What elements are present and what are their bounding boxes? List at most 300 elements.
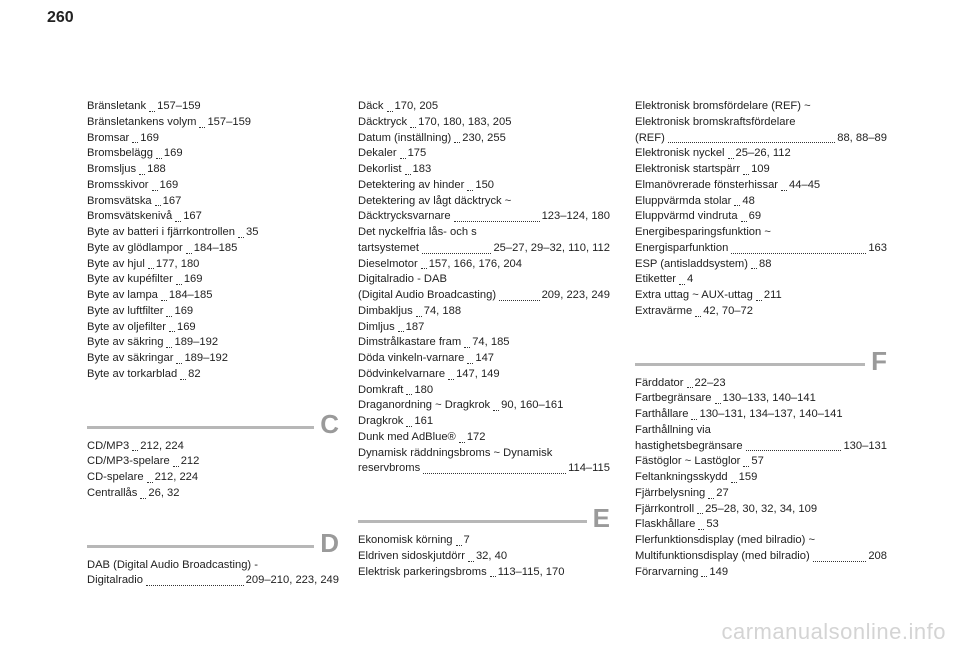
dot-leader — [175, 220, 181, 222]
index-term: Datum (inställning) — [358, 131, 452, 144]
index-entry — [87, 351, 339, 367]
index-entry — [87, 209, 339, 225]
index-entry-lead-text: Energibesparingsfunktion ~ — [635, 226, 771, 238]
page-reference[interactable]: 25–27, 29–32, 110, 112 — [493, 241, 610, 254]
index-term: hastighetsbegränsare — [635, 439, 743, 452]
index-entry — [87, 131, 339, 147]
dot-leader — [456, 544, 462, 546]
page-reference[interactable]: 212, 224 — [154, 471, 199, 483]
page-reference[interactable]: 209, 223, 249 — [541, 289, 610, 301]
index-entry-line — [635, 288, 782, 304]
index-entry-lead-text: Flerfunktionsdisplay (med bilradio) ~ — [635, 534, 816, 546]
index-entry-line — [635, 178, 820, 194]
index-term: Farthållare — [635, 408, 689, 420]
page-reference[interactable]: 169 — [174, 304, 194, 317]
index-entry-line — [87, 454, 199, 470]
dot-leader — [781, 189, 787, 191]
page-reference[interactable]: 25–26, 112 — [735, 147, 791, 160]
index-entry-line — [87, 115, 251, 131]
index-term: Eldriven sidoskjutdörr — [358, 549, 465, 562]
index-entry — [635, 391, 887, 407]
index-term: Eluppvärmd vindruta — [635, 210, 738, 223]
page-reference[interactable]: 187 — [405, 320, 425, 333]
index-entry-line — [358, 351, 494, 367]
section-divider — [358, 477, 610, 533]
dot-leader — [743, 465, 749, 467]
page-reference[interactable]: 53 — [706, 518, 719, 531]
index-entry-line — [358, 241, 610, 257]
page-reference[interactable]: 167 — [162, 194, 182, 207]
index-term: CD-spelare — [87, 471, 144, 483]
index-term: Däcktrycksvarnare — [358, 210, 451, 223]
index-entry-line — [87, 439, 184, 455]
page-reference[interactable]: 189–192 — [184, 352, 228, 364]
index-term: Etiketter — [635, 273, 677, 286]
index-term: Dunk med AdBlue® — [358, 430, 456, 443]
dot-leader — [161, 299, 167, 301]
page-reference[interactable]: 69 — [748, 210, 762, 223]
dot-leader — [147, 481, 153, 483]
index-entry — [635, 288, 887, 304]
index-entry-line — [635, 470, 757, 486]
page-reference[interactable]: 90, 160–161 — [501, 399, 564, 412]
watermark: carmanualsonline.info — [721, 619, 946, 644]
section-rule — [635, 363, 887, 366]
index-entry-line — [635, 517, 719, 533]
index-entry — [635, 376, 887, 392]
dot-leader — [180, 378, 186, 380]
index-entry-line — [358, 146, 426, 162]
index-entry-line — [87, 209, 202, 225]
page-reference[interactable]: 123–124, 180 — [541, 210, 610, 223]
dot-leader — [405, 173, 411, 175]
index-entry-list — [358, 533, 610, 580]
page-reference[interactable]: 172 — [466, 430, 486, 443]
index-term: Döda vinkeln-varnare — [358, 352, 465, 364]
page-reference[interactable]: 22–23 — [694, 376, 726, 389]
index-term: Domkraft — [358, 383, 404, 396]
dot-leader — [173, 465, 179, 467]
page-reference[interactable]: 32, 40 — [475, 549, 508, 562]
page-reference[interactable]: 230, 255 — [462, 131, 506, 144]
index-term: Bromsvätska — [87, 194, 152, 207]
index-entry — [635, 517, 887, 533]
index-entry — [358, 225, 610, 257]
dot-leader — [467, 362, 473, 364]
index-entry-line — [87, 194, 181, 210]
dot-leader — [708, 497, 714, 499]
index-column-2 — [358, 99, 610, 580]
index-term: Färddator — [635, 376, 684, 389]
page-reference[interactable]: 159 — [738, 471, 758, 483]
index-term: Byte av lampa — [87, 289, 158, 301]
index-entry-line — [87, 241, 237, 257]
index-term: CD/MP3 — [87, 439, 130, 452]
section-divider — [635, 320, 887, 376]
page-reference[interactable]: 44–45 — [789, 178, 821, 191]
index-entry — [635, 502, 887, 518]
index-entry-line — [87, 257, 199, 273]
page-number: 260 — [47, 9, 74, 26]
page-reference[interactable]: 211 — [763, 289, 782, 301]
dot-leader — [715, 402, 721, 404]
dot-leader — [387, 110, 393, 112]
section-rule — [358, 520, 610, 523]
page-reference[interactable]: 42, 70–72 — [703, 304, 753, 317]
index-entry-line — [87, 272, 203, 288]
page-reference[interactable]: 157, 166, 176, 204 — [428, 257, 523, 270]
index-entry — [87, 162, 339, 178]
index-term: Detektering av hinder — [358, 178, 465, 191]
dot-leader — [701, 575, 707, 577]
index-entry-lead-text: Detektering av lågt däcktryck ~ — [358, 194, 512, 207]
index-entry — [635, 533, 887, 565]
index-term: Byte av säkring — [87, 336, 164, 349]
page-reference[interactable]: 82 — [188, 367, 201, 380]
index-term: Byte av torkarblad — [87, 367, 178, 380]
index-entry — [87, 178, 339, 194]
dot-leader — [423, 472, 566, 474]
index-entry — [358, 194, 610, 226]
index-term: Fartbegränsare — [635, 392, 712, 405]
page-reference[interactable]: 88 — [758, 257, 772, 270]
index-entry-line — [87, 470, 198, 486]
index-term: (Digital Audio Broadcasting) — [358, 289, 497, 301]
dot-leader — [756, 299, 762, 301]
page-reference[interactable]: 114–115 — [568, 462, 610, 475]
index-term: Dieselmotor — [358, 257, 418, 270]
index-entry-line — [87, 573, 339, 589]
index-term: (REF) — [635, 131, 665, 144]
index-entry — [358, 430, 610, 446]
page-reference[interactable]: 212 — [180, 455, 200, 468]
index-term: Byte av luftfilter — [87, 304, 164, 317]
dot-leader — [448, 378, 454, 380]
dot-leader — [467, 189, 473, 191]
index-entry — [358, 257, 610, 273]
page-reference[interactable]: 175 — [407, 147, 427, 160]
index-entry-line — [358, 383, 433, 399]
page-reference[interactable]: 48 — [742, 194, 755, 207]
dot-leader — [734, 204, 740, 206]
index-entry — [635, 99, 887, 146]
index-term: Fjärrbelysning — [635, 486, 706, 499]
index-term: Byte av kupéfilter — [87, 273, 173, 286]
index-entry — [358, 99, 610, 115]
dot-leader — [156, 157, 162, 159]
index-term: tartsystemet — [358, 241, 419, 254]
page-reference[interactable]: 130–131, 134–137, 140–141 — [699, 408, 843, 420]
page-reference[interactable]: 161 — [414, 415, 434, 427]
index-term: Elektrisk parkeringsbroms — [358, 565, 487, 578]
page-reference[interactable]: 26, 32 — [148, 486, 180, 499]
index-entry-line — [87, 99, 201, 115]
index-entry-line — [635, 376, 726, 392]
dot-leader — [668, 141, 835, 143]
index-entry — [87, 225, 339, 241]
dot-leader — [468, 560, 474, 562]
index-entry — [87, 115, 339, 131]
page-reference[interactable]: 74, 185 — [472, 336, 510, 349]
index-term: Dimstrålkastare fram — [358, 336, 462, 349]
index-entry-line — [358, 533, 470, 549]
page-reference[interactable]: 212, 224 — [140, 439, 184, 452]
index-entry — [87, 335, 339, 351]
index-entry — [87, 558, 339, 590]
index-term: Ekonomisk körning — [358, 534, 453, 546]
dot-leader — [454, 141, 460, 143]
index-entry-line — [87, 367, 201, 383]
index-entry — [358, 131, 610, 147]
dot-leader — [140, 497, 146, 499]
index-entry — [358, 398, 610, 414]
index-entry-lead-text: Farthållning via — [635, 423, 711, 436]
index-entry-line — [358, 209, 610, 225]
index-entry-line — [635, 549, 887, 565]
index-term: Elektronisk startspärr — [635, 163, 741, 175]
page-reference[interactable]: 147 — [475, 352, 495, 364]
page-reference[interactable]: 169 — [163, 147, 183, 160]
index-entry — [87, 486, 339, 502]
dot-leader — [697, 512, 703, 514]
index-entry-line — [87, 178, 178, 194]
index-term: ESP (antisladdsystem) — [635, 257, 748, 270]
index-entry-line — [635, 131, 887, 147]
index-entry — [635, 407, 887, 423]
dot-leader — [406, 393, 412, 395]
page-reference[interactable]: 180 — [414, 383, 434, 396]
section-letter: C — [314, 411, 339, 437]
page-reference[interactable]: 183 — [412, 163, 432, 175]
index-entry — [358, 115, 610, 131]
index-term: Dekaler — [358, 147, 397, 160]
index-term: Byte av glödlampor — [87, 241, 183, 254]
index-entry-line — [87, 320, 196, 336]
index-term: Centrallås — [87, 486, 138, 499]
index-entry-line — [87, 146, 183, 162]
index-entry-list — [358, 99, 610, 477]
index-entry — [87, 146, 339, 162]
index-term: Däcktryck — [358, 115, 408, 128]
index-term: Extra uttag ~ AUX-uttag — [635, 289, 753, 301]
dot-leader — [687, 386, 693, 388]
index-term: Eluppvärmda stolar — [635, 194, 732, 207]
index-term: Flaskhållare — [635, 518, 696, 531]
index-term: Fästöglor ~ Lastöglor — [635, 455, 741, 468]
dot-leader — [155, 204, 161, 206]
dot-leader — [148, 267, 154, 269]
index-entry-line — [358, 335, 510, 351]
page-reference[interactable]: 74, 188 — [423, 304, 462, 317]
index-entry-line — [87, 225, 258, 241]
index-entry — [358, 178, 610, 194]
dot-leader — [406, 425, 412, 427]
index-term: Dimbakljus — [358, 304, 413, 317]
page-reference[interactable]: 113–115, 170 — [497, 565, 565, 578]
index-entry — [358, 549, 610, 565]
index-entry-line — [635, 257, 771, 273]
index-entry-line — [635, 162, 770, 178]
page-reference[interactable]: 57 — [751, 455, 764, 468]
page-reference[interactable]: 163 — [868, 241, 887, 254]
index-entry-line — [635, 146, 791, 162]
dot-leader — [416, 315, 422, 317]
dot-leader — [132, 141, 138, 143]
index-term: Elmanövrerade fönsterhissar — [635, 178, 779, 191]
index-entry-line — [87, 131, 159, 147]
index-entry-line — [358, 288, 610, 304]
index-entry-lead-text: Dynamisk räddningsbroms ~ Dynamisk — [358, 446, 553, 459]
index-entry — [358, 565, 610, 581]
page-reference[interactable]: 130–131 — [843, 439, 887, 452]
page-reference[interactable]: 35 — [246, 226, 259, 238]
dot-leader — [139, 173, 145, 175]
page-reference[interactable]: 169 — [140, 131, 159, 144]
index-entry-line — [358, 414, 433, 430]
index-entry-line — [635, 502, 817, 518]
index-term: Bromsljus — [87, 163, 137, 175]
index-entry — [358, 320, 610, 336]
dot-leader — [499, 299, 540, 301]
index-term: Bromsbelägg — [87, 147, 153, 160]
index-entry — [87, 288, 339, 304]
page-reference[interactable]: 167 — [183, 210, 202, 223]
index-term: Draganordning ~ Dragkrok — [358, 399, 491, 412]
dot-leader — [398, 330, 404, 332]
dot-leader — [149, 110, 155, 112]
index-entry-line — [635, 209, 761, 225]
index-term: Bromsskivor — [87, 178, 149, 191]
index-entry-line — [358, 398, 563, 414]
dot-leader — [176, 283, 182, 285]
page-reference[interactable]: 169 — [176, 320, 196, 333]
dot-leader — [186, 252, 192, 254]
dot-leader — [695, 315, 701, 317]
page-reference[interactable]: 157–159 — [157, 100, 201, 112]
page-reference[interactable]: 7 — [463, 534, 470, 546]
index-entry — [87, 320, 339, 336]
page-reference[interactable]: 88, 88–89 — [837, 131, 887, 144]
dot-leader — [679, 283, 685, 285]
index-entry-line — [87, 288, 212, 304]
dot-leader — [166, 346, 172, 348]
index-column-1 — [87, 99, 339, 589]
index-entry — [635, 565, 887, 581]
index-entry — [635, 162, 887, 178]
index-term: Bromsvätskenivå — [87, 210, 173, 223]
index-entry — [358, 383, 610, 399]
dot-leader — [454, 220, 540, 222]
page-reference[interactable]: 184–185 — [193, 241, 238, 254]
page-reference[interactable]: 147, 149 — [456, 367, 500, 380]
index-entry — [358, 335, 610, 351]
page-reference[interactable]: 25–28, 30, 32, 34, 109 — [705, 502, 818, 515]
index-entry — [87, 470, 339, 486]
dot-leader — [166, 315, 172, 317]
index-entry-lead-text: Digitalradio - DAB — [358, 273, 447, 286]
index-entry-line — [358, 99, 438, 115]
dot-leader — [741, 220, 747, 222]
page-reference[interactable]: 27 — [716, 486, 729, 499]
index-entry — [358, 533, 610, 549]
index-term: Multifunktionsdisplay (med bilradio) — [635, 549, 810, 562]
page-reference[interactable]: 184–185 — [168, 289, 213, 301]
index-entry-line — [635, 486, 729, 502]
index-entry — [87, 99, 339, 115]
index-entry — [635, 423, 887, 455]
index-entry-line — [358, 320, 424, 336]
index-term: reservbroms — [358, 462, 421, 475]
dot-leader — [751, 267, 757, 269]
page-reference[interactable]: 150 — [475, 178, 495, 191]
dot-leader — [132, 449, 138, 451]
dot-leader — [698, 528, 704, 530]
index-entry — [358, 351, 610, 367]
page-reference[interactable]: 170, 180, 183, 205 — [418, 115, 512, 128]
page-reference[interactable]: 149 — [709, 565, 729, 578]
index-entry-line — [358, 257, 522, 273]
index-entry-line — [635, 565, 728, 581]
dot-leader — [422, 252, 492, 254]
page-reference[interactable]: 209–210, 223, 249 — [245, 574, 339, 587]
dot-leader — [728, 157, 734, 159]
dot-leader — [146, 584, 244, 586]
index-entry — [87, 304, 339, 320]
page-reference[interactable]: 169 — [183, 273, 203, 286]
dot-leader — [169, 330, 175, 332]
page-reference[interactable]: 109 — [751, 163, 770, 175]
index-entry-line — [358, 131, 506, 147]
index-entry-line — [358, 115, 511, 131]
index-term: Fjärrkontroll — [635, 502, 695, 515]
page-reference[interactable]: 189–192 — [174, 336, 219, 349]
index-entry-line — [87, 351, 228, 367]
index-entry-line — [635, 439, 887, 455]
page-reference[interactable]: 157–159 — [207, 115, 252, 128]
index-term: Byte av batteri i fjärrkontrollen — [87, 226, 235, 238]
dot-leader — [691, 418, 697, 420]
index-entry — [87, 439, 339, 455]
dot-leader — [421, 267, 427, 269]
index-entry-line — [635, 454, 764, 470]
index-term: Digitalradio — [87, 574, 143, 587]
index-entry-list — [87, 558, 339, 590]
index-term: Bränsletankens volym — [87, 115, 197, 128]
page-reference[interactable]: 170, 205 — [394, 100, 439, 112]
index-entry — [87, 454, 339, 470]
index-entry — [635, 470, 887, 486]
index-entry — [358, 146, 610, 162]
dot-leader — [410, 126, 416, 128]
page-reference[interactable]: 188 — [147, 163, 166, 175]
page-reference[interactable]: 130–133, 140–141 — [722, 392, 816, 405]
index-entry — [87, 367, 339, 383]
page-reference[interactable]: 208 — [868, 549, 887, 562]
index-term: Däck — [358, 100, 384, 112]
index-term: Feltankningsskydd — [635, 471, 728, 483]
index-term: Bromsar — [87, 131, 130, 144]
section-rule — [87, 426, 339, 429]
page-reference[interactable]: 177, 180 — [155, 257, 200, 270]
index-term: Dimljus — [358, 320, 395, 333]
page-reference[interactable]: 169 — [159, 178, 179, 191]
index-entry — [635, 209, 887, 225]
index-entry-list — [87, 439, 339, 502]
page-reference[interactable]: 4 — [687, 273, 694, 286]
index-column-3 — [635, 99, 887, 580]
index-entry-line — [635, 304, 753, 320]
index-term: Bränsletank — [87, 100, 147, 112]
